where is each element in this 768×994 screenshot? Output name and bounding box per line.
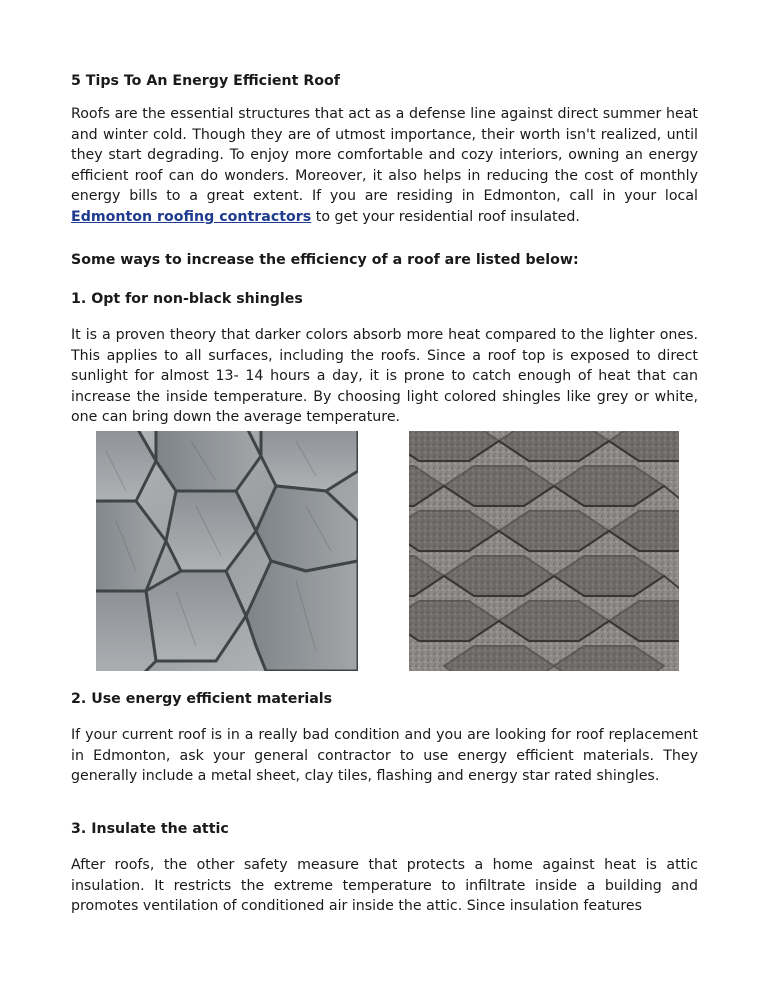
intro-paragraph: [71, 104, 698, 228]
asphalt-shingles-photo: [409, 431, 679, 671]
tip-2-heading: 2. Use energy efficient materials: [71, 691, 333, 707]
edmonton-roofing-contractors-link[interactable]: Edmonton roofing contractors: [71, 208, 312, 225]
intro-text-before-link: Roofs are the essential structures that act as a defense line against direct summer heat and winter cold. Though they are of utmost importance, their worth isn't realized, until they start degrading. To enjoy more comfortable and cozy interiors, owning an energy efficient roof can do wonders. Moreover, it also helps in reducing the cost of monthly energy bills to a great extent. If you are residing in Edmonton, call in your local: [71, 106, 698, 205]
tip-2-text: If your current roof is in a really bad condition and you are looking for roof replacement in Edmonton, ask your general contractor to use energy efficient materials. They generally include a metal sheet, clay tiles, flashing and energy star rated shingles.: [71, 727, 698, 785]
slate-shingles-photo: [96, 431, 358, 671]
document-title: 5 Tips To An Energy Efficient Roof: [71, 73, 340, 89]
asphalt-shingles-image: [409, 431, 679, 671]
tip-1-text: It is a proven theory that darker colors absorb more heat compared to the lighter ones. This applies to all surfaces, including the roofs. Since a roof top is exposed to direct sunlight for almost 13- 14 hours a day, it is prone to catch enough of heat that can increase the inside temperature. By choosing light colored shingles like grey or white, one can bring down the average temperature.: [71, 327, 698, 426]
list-heading: Some ways to increase the efficiency of a roof are listed below:: [71, 252, 579, 268]
slate-shingles-image: [96, 431, 358, 671]
tip-3-heading: 3. Insulate the attic: [71, 821, 229, 837]
tip-3-text: After roofs, the other safety measure that protects a home against heat is attic insulation. It restricts the extreme temperature to infiltrate inside a building and promotes ventilation of conditioned air inside the attic. Since insulation features: [71, 857, 698, 915]
intro-text-after-link: to get your residential roof insulated.: [311, 208, 580, 225]
tip-1-heading: 1. Opt for non-black shingles: [71, 291, 303, 307]
